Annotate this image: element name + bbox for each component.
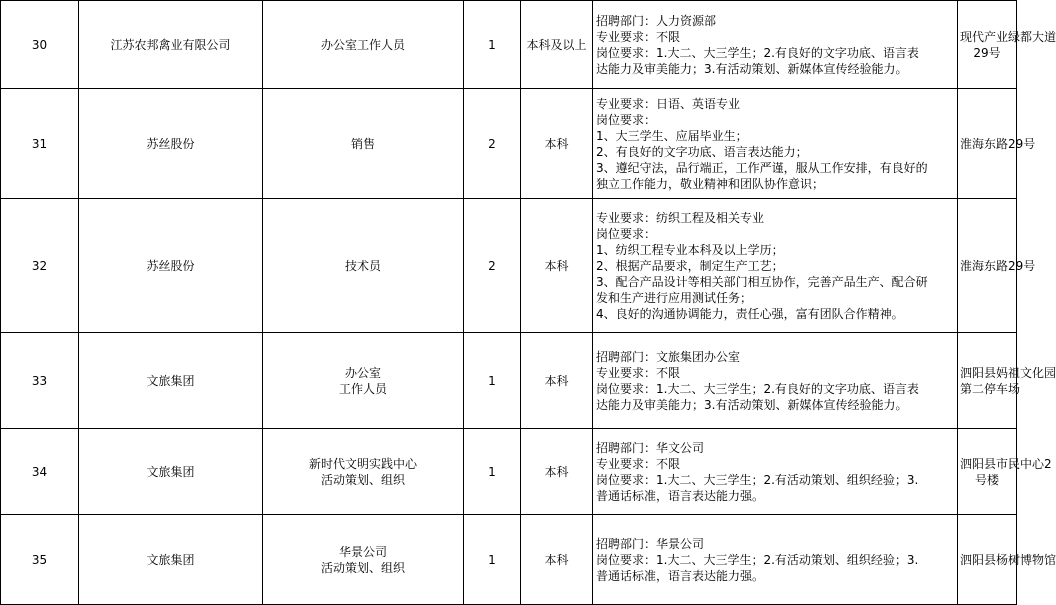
requirements-cell-line: 专业要求：不限	[596, 365, 681, 380]
location-cell	[958, 333, 1056, 429]
company-cell: 苏丝股份	[79, 199, 263, 333]
education-cell: 本科	[521, 199, 593, 333]
requirements-cell-line: 岗位要求：1.大二、大三学生；2.有活动策划、组织经验；3.	[596, 552, 919, 567]
requirements-cell-line: 岗位要求：	[596, 226, 657, 241]
headcount-cell: 2	[464, 89, 521, 199]
company-cell: 江苏农邦禽业有限公司	[79, 1, 263, 89]
education-cell: 本科	[521, 333, 593, 429]
position-cell-line: 活动策划、组织	[320, 472, 405, 487]
position-cell	[263, 515, 464, 605]
position-cell	[263, 89, 464, 199]
requirements-cell-line: 岗位要求：1.大二、大三学生；2.有良好的文字功底、语言表	[596, 45, 919, 60]
headcount-cell: 1	[464, 429, 521, 515]
company-cell: 文旅集团	[79, 515, 263, 605]
requirements-cell-line: 专业要求：不限	[596, 456, 681, 471]
table-row	[1, 89, 1017, 199]
requirements-cell-line: 专业要求：日语、英语专业	[596, 96, 741, 111]
location-cell	[958, 199, 1036, 333]
row-number-cell: 31	[1, 89, 79, 199]
position-cell-line: 办公室	[344, 365, 381, 380]
requirements-cell	[593, 429, 958, 515]
requirements-cell-line: 达能力及审美能力；3.有活动策划、新媒体宣传经验能力。	[596, 397, 908, 412]
location-cell-line: 泗阳县市民中心2	[960, 456, 1052, 471]
position-cell-line: 活动策划、组织	[320, 560, 405, 575]
headcount-cell: 2	[464, 199, 521, 333]
requirements-cell-line: 岗位要求：1.大二、大三学生；2.有良好的文字功底、语言表	[596, 381, 919, 396]
position-cell-line: 华景公司	[338, 544, 387, 559]
requirements-cell	[593, 199, 958, 333]
row-number-cell: 32	[1, 199, 79, 333]
location-cell-line: 第二停车场	[960, 381, 1021, 396]
requirements-cell-line: 独立工作能力，敬业精神和团队协作意识；	[596, 176, 825, 191]
requirements-cell-line: 专业要求：纺织工程及相关专业	[596, 210, 765, 225]
requirements-cell-line: 招聘部门：华景公司	[596, 536, 705, 551]
position-cell-line: 办公室工作人员	[320, 37, 405, 52]
position-cell-line: 销售	[350, 136, 375, 151]
company-cell: 苏丝股份	[79, 89, 263, 199]
row-number-cell: 30	[1, 1, 79, 89]
table-row	[1, 515, 1017, 605]
education-cell: 本科及以上	[521, 1, 593, 89]
position-cell	[263, 1, 464, 89]
company-cell: 文旅集团	[79, 429, 263, 515]
location-cell-line: 泗阳县妈祖文化园	[960, 365, 1056, 380]
requirements-cell-line: 招聘部门：华文公司	[596, 440, 705, 455]
requirements-cell-line: 普通话标准，语言表达能力强。	[596, 568, 765, 583]
requirements-cell-line: 1、纺织工程专业本科及以上学历；	[596, 242, 784, 257]
row-number-cell: 33	[1, 333, 79, 429]
table-row	[1, 429, 1017, 515]
table-row	[1, 199, 1017, 333]
location-cell	[958, 89, 1036, 199]
company-cell: 文旅集团	[79, 333, 263, 429]
requirements-cell-line: 招聘部门：文旅集团办公室	[596, 349, 741, 364]
requirements-cell	[593, 1, 958, 89]
location-cell	[958, 1, 1056, 89]
requirements-cell-line: 2、有良好的文字功底、语言表达能力；	[596, 144, 808, 159]
position-cell	[263, 429, 464, 515]
requirements-cell-line: 岗位要求：	[596, 112, 657, 127]
requirements-cell-line: 3、配合产品设计等相关部门相互协作，完善产品生产、配合研	[596, 274, 928, 289]
position-cell-line: 技术员	[344, 258, 381, 273]
requirements-cell-line: 达能力及审美能力；3.有活动策划、新媒体宣传经验能力。	[596, 61, 908, 76]
headcount-cell: 1	[464, 1, 521, 89]
location-cell	[958, 429, 1052, 515]
position-cell	[263, 333, 464, 429]
location-cell-line: 现代产业绿都大道	[960, 29, 1056, 44]
position-cell-line: 工作人员	[338, 381, 387, 396]
table-row	[1, 1, 1017, 89]
education-cell: 本科	[521, 515, 593, 605]
location-cell-line: 号楼	[974, 472, 999, 487]
headcount-cell: 1	[464, 333, 521, 429]
location-cell-line: 泗阳县杨树博物馆	[960, 552, 1056, 567]
position-cell	[263, 199, 464, 333]
requirements-cell-line: 岗位要求：1.大二、大三学生；2.有活动策划、组织经验；3.	[596, 472, 919, 487]
requirements-cell	[593, 89, 958, 199]
requirements-cell	[593, 515, 958, 605]
requirements-cell-line: 4、良好的沟通协调能力，责任心强，富有团队合作精神。	[596, 306, 904, 321]
education-cell: 本科	[521, 429, 593, 515]
requirements-cell-line: 3、遵纪守法，品行端正，工作严谨，服从工作安排，有良好的	[596, 160, 928, 175]
location-cell-line: 29号	[973, 45, 1001, 60]
requirements-cell-line: 发和生产进行应用测试任务；	[596, 290, 753, 305]
headcount-cell: 1	[464, 515, 521, 605]
location-cell-line: 淮海东路29号	[960, 258, 1036, 273]
requirements-cell-line: 招聘部门：人力资源部	[596, 13, 717, 28]
education-cell: 本科	[521, 89, 593, 199]
location-cell	[958, 515, 1056, 605]
table-body	[1, 1, 1056, 605]
requirements-cell-line: 普通话标准，语言表达能力强。	[596, 488, 765, 503]
requirements-cell-line: 2、根据产品要求，制定生产工艺；	[596, 258, 784, 273]
table-row	[1, 333, 1017, 429]
row-number-cell: 35	[1, 515, 79, 605]
requirements-cell-line: 专业要求：不限	[596, 29, 681, 44]
requirements-cell	[593, 333, 958, 429]
requirements-cell-line: 1、大三学生、应届毕业生；	[596, 128, 748, 143]
location-cell-line: 淮海东路29号	[960, 136, 1036, 151]
position-cell-line: 新时代文明实践中心	[308, 456, 417, 471]
row-number-cell: 34	[1, 429, 79, 515]
